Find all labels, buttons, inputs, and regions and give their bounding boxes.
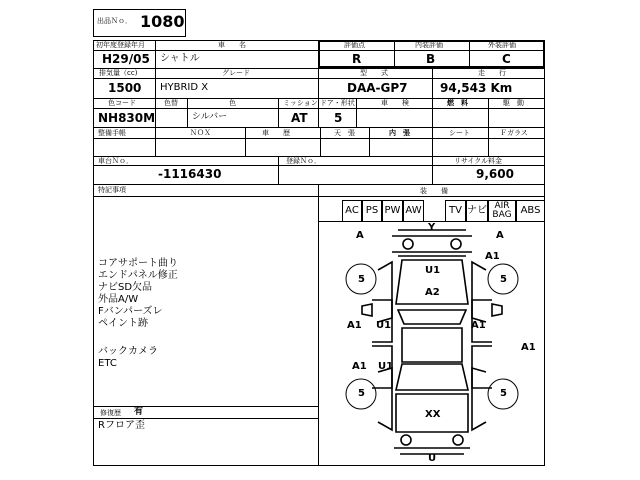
- label-interior-grade: 内装評価: [415, 41, 443, 49]
- note-line: ナビSD欠品: [98, 282, 153, 293]
- row5-bottom: [93, 184, 545, 185]
- r3-v6: [432, 98, 433, 127]
- note-line: ETC: [98, 358, 117, 369]
- value-displacement: 1500: [108, 81, 142, 95]
- note-line: バックカメラ: [98, 346, 158, 357]
- label-grade: グレード: [222, 69, 250, 77]
- mark-a-front-left: A: [356, 230, 364, 241]
- r3-v1: [155, 98, 156, 127]
- r5-v1: [278, 156, 279, 184]
- label-displacement: 排気量（cc): [99, 69, 138, 77]
- label-drive: 駆 動: [503, 99, 524, 107]
- label-transmission: ミッション: [283, 99, 318, 107]
- value-first-registration: H29/05: [102, 52, 150, 66]
- value-repair-history: 有: [134, 407, 144, 417]
- r1-v1: [155, 40, 156, 68]
- rear-window: [396, 364, 468, 390]
- label-model-name: 車 名: [218, 41, 246, 49]
- front-light-left: [403, 239, 413, 249]
- label-inspection: 車 検: [381, 99, 409, 107]
- notes-list-equipment: [98, 346, 158, 370]
- label-score: 評価点: [344, 41, 365, 49]
- label-exterior-grade: 外装評価: [488, 41, 516, 49]
- value-transmission: AT: [291, 111, 308, 125]
- row2-label-divider: [93, 78, 545, 79]
- value-model-code: DAA-GP7: [347, 81, 408, 95]
- front-fender-right: [472, 262, 486, 322]
- label-repair-history: 修復歴: [100, 409, 121, 417]
- note-line: Fバンパーズレ: [98, 306, 163, 317]
- mark-u-rear: U: [428, 453, 437, 464]
- mirror-left: [362, 304, 372, 316]
- label-sunroof: 天 張: [334, 129, 355, 137]
- label-door-shape: ドア・形状: [320, 99, 355, 107]
- mark-a1-rear-left: A1: [352, 361, 367, 372]
- equipment-navi: ナビ: [466, 200, 488, 222]
- notes-list-damage: [98, 258, 178, 330]
- row3-label-divider: [93, 108, 545, 109]
- value-doors: 5: [334, 111, 343, 125]
- value-color: シルバー: [192, 112, 228, 122]
- mark-u1-hood: U1: [425, 265, 441, 276]
- r3-v3: [278, 98, 279, 127]
- mark-y-front: Y: [428, 222, 436, 233]
- value-chassis-number: -1116430: [158, 167, 222, 181]
- repair-note: Rフロア歪: [98, 420, 145, 431]
- rear-light-left: [401, 435, 411, 445]
- row2-bottom: [93, 98, 545, 99]
- value-grade: HYBRID X: [160, 82, 209, 93]
- value-interior-grade: B: [426, 52, 436, 66]
- value-color-code: NH830M: [98, 111, 156, 125]
- lot-number-label: 出品Ｎｏ．: [97, 17, 132, 25]
- mark-u1-left-door: U1: [376, 320, 392, 331]
- car-damage-diagram: [320, 222, 544, 466]
- rear-light-right: [453, 435, 463, 445]
- r2-v1: [155, 68, 156, 98]
- label-color-code: 色コード: [108, 99, 136, 107]
- r3-v2: [187, 98, 188, 127]
- lot-number-value: 1080: [140, 12, 185, 31]
- equipment-tv: TV: [445, 200, 466, 222]
- equipment-ps: PS: [362, 200, 382, 222]
- row5-label-divider: [93, 165, 545, 166]
- label-vehicle-history: 車 歴: [262, 129, 290, 137]
- door-right-rear: [472, 346, 492, 388]
- mark-xx-rear: XX: [425, 409, 441, 420]
- row3-bottom: [93, 127, 545, 128]
- mark-tire-rear-left: 5: [358, 388, 365, 399]
- mark-a1-left-door: A1: [347, 320, 362, 331]
- front-fender-left: [378, 262, 392, 322]
- label-recycle-fee: リサイクル料金: [454, 157, 503, 165]
- mark-a1-right-door: A1: [471, 320, 486, 331]
- value-exterior-grade: C: [502, 52, 511, 66]
- label-model-code: 型 式: [360, 69, 388, 77]
- label-equipment: 装 備: [420, 187, 448, 195]
- label-headliner: 内 張: [389, 129, 410, 137]
- label-maintenance-record: 整備手帳: [98, 129, 126, 137]
- r3-v5: [356, 98, 357, 127]
- value-model-name: シャトル: [160, 53, 200, 64]
- notes-header-divider: [93, 196, 545, 197]
- repair-divider: [93, 406, 319, 407]
- value-score: R: [352, 52, 362, 66]
- note-line: ペイント跡: [98, 318, 148, 329]
- value-recycle-fee: 9,600: [476, 167, 514, 181]
- r4-v5: [432, 127, 433, 156]
- label-mileage: 走 行: [478, 69, 506, 77]
- equipment-abs: ABS: [516, 200, 545, 222]
- front-light-right: [451, 239, 461, 249]
- mark-u1-rear-left: U1: [378, 361, 394, 372]
- label-first-registration: 初年度登録年月: [96, 41, 145, 49]
- r2-v3: [432, 68, 433, 98]
- mark-tire-front-right: 5: [500, 274, 507, 285]
- label-nox: ＮＯＸ: [190, 129, 211, 137]
- r4-v2: [245, 127, 246, 156]
- label-fuel: 燃 料: [447, 99, 468, 107]
- r4-v4: [369, 127, 370, 156]
- mark-a2-hood: A2: [425, 287, 440, 298]
- note-line: エンドパネル修正: [98, 270, 178, 281]
- r3-v7: [488, 98, 489, 127]
- equipment-ac: AC: [342, 200, 362, 222]
- label-registration-number: 登録Ｎｏ．: [286, 157, 321, 165]
- r4-v1: [155, 127, 156, 156]
- r1-v3: [469, 40, 470, 68]
- r4-v3: [320, 127, 321, 156]
- roof-outline: [402, 328, 462, 362]
- label-seat: シート: [449, 129, 470, 137]
- mark-a-front-right: A: [496, 230, 504, 241]
- notes-equipment-divider: [318, 184, 319, 466]
- r1-v2: [394, 40, 395, 68]
- value-mileage: 94,543 Km: [440, 81, 513, 95]
- equipment-aw: AW: [403, 200, 424, 222]
- mark-a1-far-right: A1: [521, 342, 536, 353]
- mark-tire-rear-right: 5: [500, 388, 507, 399]
- label-chassis-number: 車台Ｎｏ．: [98, 157, 133, 165]
- note-line: 外品A/W: [98, 294, 139, 305]
- r3-v4: [318, 98, 319, 127]
- r5-v2: [432, 156, 433, 184]
- mark-a1-front-right: A1: [485, 251, 500, 262]
- row1-label-divider: [93, 50, 545, 51]
- mark-tire-front-left: 5: [358, 274, 365, 285]
- label-front-glass: Ｆガラス: [500, 129, 528, 137]
- label-special-notes: 特記事項: [98, 186, 126, 194]
- rear-fender-right: [472, 368, 486, 430]
- rear-fender-left: [378, 368, 392, 430]
- label-color-change: 色替: [164, 99, 178, 107]
- repair-label-divider: [93, 418, 319, 419]
- windshield-outline: [398, 310, 466, 324]
- r4-v6: [488, 127, 489, 156]
- row4-label-divider: [93, 138, 545, 139]
- label-color: 色: [229, 99, 236, 107]
- equipment-airbag: AIR BAG: [488, 200, 516, 222]
- note-line: コアサポート曲り: [98, 258, 178, 269]
- mirror-right: [492, 304, 502, 316]
- r2-v2: [318, 68, 319, 98]
- front-fascia: [392, 252, 472, 256]
- equipment-pw: PW: [382, 200, 403, 222]
